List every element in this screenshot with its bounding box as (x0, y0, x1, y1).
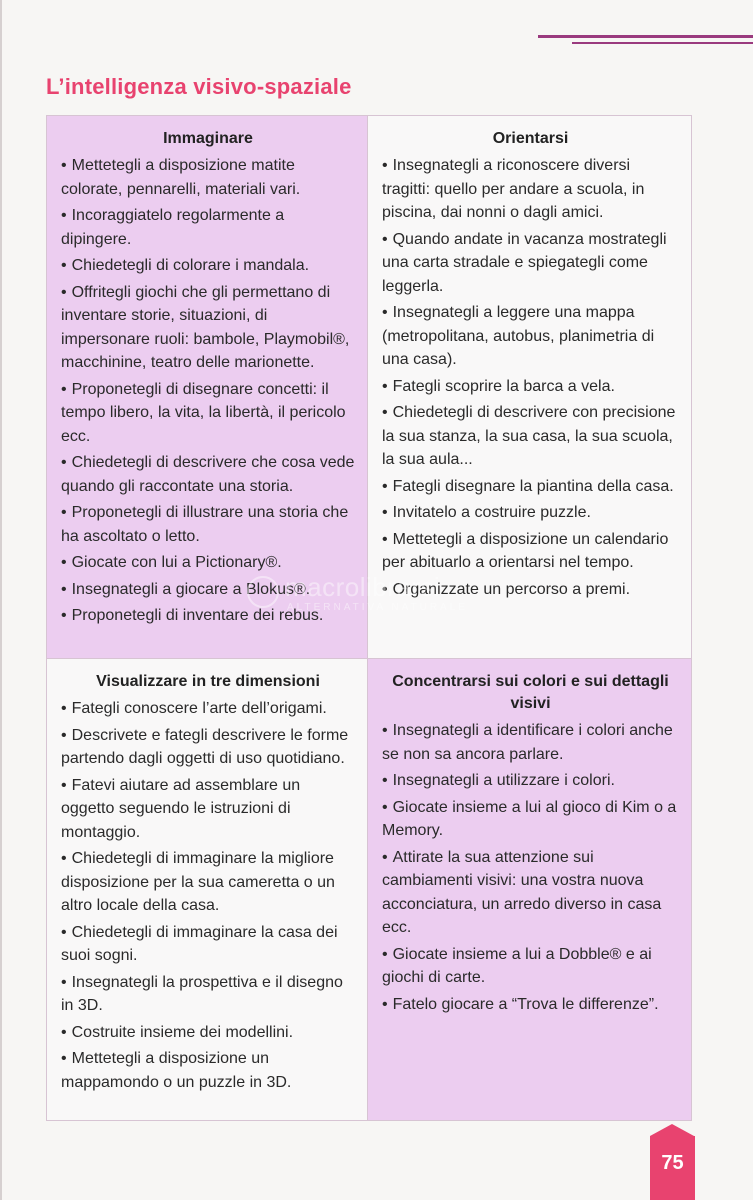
box-immaginare (47, 116, 367, 658)
box-title: Immaginare (163, 130, 253, 147)
box-title: Orientarsi (492, 130, 569, 147)
list-item: • Proponetegli di disegnare concetti: il tempo libero, la vita, la libertà, il pericolo ecc. (61, 378, 355, 449)
bullet-list (382, 719, 679, 1016)
list-item: • Proponetegli di inventare dei rebus. (61, 604, 355, 628)
page-number-tab (650, 1136, 695, 1200)
list-item: • Fatevi aiutare ad assemblare un oggetto seguendo le istruzioni di montaggio. (61, 774, 355, 845)
list-item: • Mettetegli a disposizione un mappamondo o un puzzle in 3D. (61, 1047, 355, 1094)
list-item: • Quando andate in vacanza mostrategli una carta stradale e spiegategli come leggerla. (382, 228, 679, 299)
list-item: • Insegnategli a identificare i colori anche se non sa ancora parlare. (382, 719, 679, 766)
bullet-list (61, 154, 355, 628)
list-item: • Costruite insieme dei modellini. (61, 1021, 355, 1045)
box-visualizzare (47, 658, 367, 1120)
list-item: • Insegnategli la prospettiva e il disegno in 3D. (61, 971, 355, 1018)
list-item: • Proponetegli di illustrare una storia che ha ascoltato o letto. (61, 501, 355, 548)
list-item: • Chiedetegli di immaginare la casa dei suoi sogni. (61, 921, 355, 968)
list-item: • Chiedetegli di immaginare la migliore disposizione per la sua cameretta o un altro locale della casa. (61, 847, 355, 918)
list-item: • Incoraggiatelo regolarmente a dipingere. (61, 204, 355, 251)
list-item: • Fategli conoscere l’arte dell’origami. (61, 697, 355, 721)
top-decorative-rule-secondary (572, 42, 753, 44)
watermark-subtext: ALTERNATIVA NATURALE (287, 602, 468, 613)
list-item: • Chiedetegli di descrivere con precisione la sua stanza, la sua casa, la sua scuola, la sua aula... (382, 401, 679, 472)
bullet-list (382, 154, 679, 601)
list-item: • Chiedetegli di descrivere che cosa vede quando gli raccontate una storia. (61, 451, 355, 498)
section-heading: L’intelligenza visivo-spaziale (46, 74, 352, 99)
list-item: • Giocate insieme a lui al gioco di Kim o a Memory. (382, 796, 679, 843)
list-item: • Organizzate un percorso a premi. (382, 578, 679, 602)
page-number: 75 (661, 1152, 684, 1174)
list-item: • Fategli scoprire la barca a vela. (382, 375, 679, 399)
top-decorative-rule (538, 35, 753, 38)
list-item: • Giocate insieme a lui a Dobble® e ai giochi di carte. (382, 943, 679, 990)
list-item: • Insegnategli a giocare a Blokus®. (61, 578, 355, 602)
box-title: Concentrarsi sui colori e sui dettagli visivi (392, 673, 669, 712)
box-orientarsi (367, 116, 691, 658)
list-item: • Fatelo giocare a “Trova le differenze”. (382, 993, 679, 1017)
list-item: • Fategli disegnare la piantina della casa. (382, 475, 679, 499)
watermark-text: macrolibrarsi (285, 572, 441, 602)
list-item: • Giocate con lui a Pictionary®. (61, 551, 355, 575)
list-item: • Insegnategli a leggere una mappa (metropolitana, autobus, planimetria di una casa). (382, 301, 679, 372)
list-item: • Mettetegli a disposizione matite colorate, pennarelli, materiali vari. (61, 154, 355, 201)
list-item: • Invitatelo a costruire puzzle. (382, 501, 679, 525)
box-colori (367, 658, 691, 1120)
activity-grid (46, 115, 692, 1121)
bullet-list (61, 697, 355, 1094)
list-item: • Offritegli giochi che gli permettano di inventare storie, situazioni, di impersonare ruoli: bambole, Playmobil®, macchinine, teatro delle marionette. (61, 281, 355, 375)
list-item: • Chiedetegli di colorare i mandala. (61, 254, 355, 278)
list-item: • Insegnategli a riconoscere diversi tragitti: quello per andare a scuola, in piscina, dai nonni o dagli amici. (382, 154, 679, 225)
box-title: Visualizzare in tre dimensioni (96, 673, 320, 690)
list-item: • Insegnategli a utilizzare i colori. (382, 769, 679, 793)
list-item: • Mettetegli a disposizione un calendario per abituarlo a orientarsi nel tempo. (382, 528, 679, 575)
list-item: • Attirate la sua attenzione sui cambiamenti visivi: una vostra nuova acconciatura, un arredo diverso in casa ecc. (382, 846, 679, 940)
list-item: • Descrivete e fategli descrivere le forme partendo dagli oggetti di uso quotidiano. (61, 724, 355, 771)
